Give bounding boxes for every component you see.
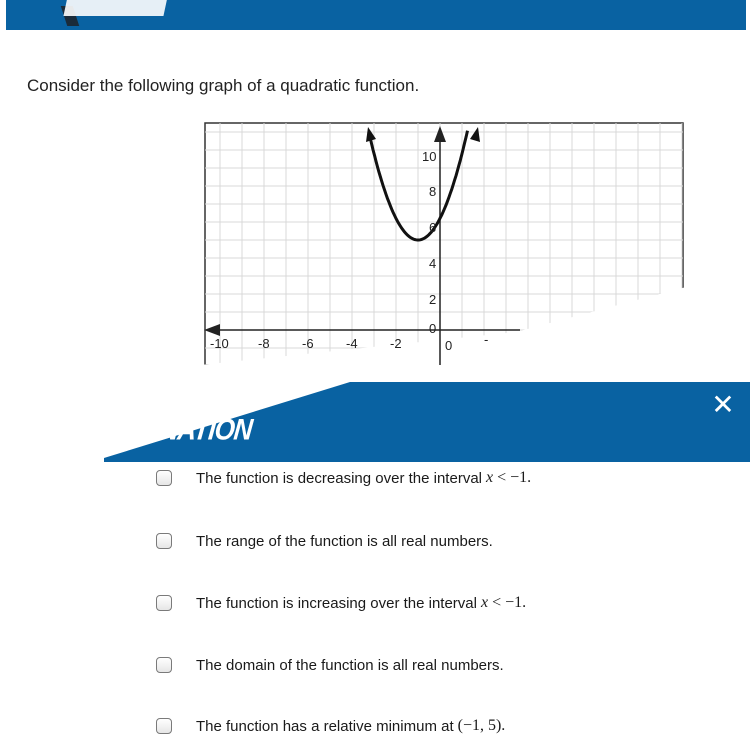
answer-option-range[interactable]: [156, 529, 493, 553]
brand-logo-text: NATION: [158, 411, 254, 447]
quadratic-graph: [200, 118, 690, 365]
close-button[interactable]: ✕: [711, 389, 735, 420]
top-header-bar: [6, 0, 746, 30]
option-label: The range of the function is all real numbers.: [196, 532, 493, 550]
x-tick-label: -: [484, 332, 489, 347]
option-label: The domain of the function is all real numbers.: [196, 656, 504, 674]
checkbox[interactable]: [156, 657, 172, 673]
option-math: (−1, 5).: [457, 717, 506, 734]
x-tick-label: -6: [302, 336, 314, 351]
x-tick-label: -4: [346, 336, 358, 351]
x-tick-label: 0: [445, 338, 453, 353]
y-tick-label: 2: [429, 292, 437, 307]
y-tick-label: 4: [429, 256, 437, 271]
answer-option-decreasing[interactable]: [156, 466, 531, 490]
overlay-banner: [0, 382, 750, 462]
checkbox[interactable]: [156, 533, 172, 549]
y-tick-label: 6: [429, 220, 437, 235]
option-label: The function is decreasing over the interval: [196, 469, 482, 487]
answer-option-minimum[interactable]: [156, 714, 505, 738]
y-tick-label: 0: [429, 321, 437, 336]
option-math: x < −1.: [480, 594, 527, 611]
header-logo[interactable]: [63, 0, 168, 16]
y-tick-label: 8: [429, 184, 437, 199]
x-tick-label: -2: [390, 336, 402, 351]
x-tick-label: -8: [258, 336, 270, 351]
x-tick-label: -10: [210, 336, 229, 351]
option-math: x < −1.: [486, 469, 532, 486]
answer-option-domain[interactable]: [156, 653, 504, 677]
checkbox[interactable]: [156, 718, 172, 734]
answer-option-increasing[interactable]: [156, 591, 526, 615]
question-prompt: Consider the following graph of a quadratic function.: [27, 76, 420, 95]
y-tick-label: 10: [422, 149, 437, 164]
checkbox[interactable]: [156, 470, 172, 486]
checkbox[interactable]: [156, 595, 172, 611]
option-label: The function has a relative minimum at: [196, 717, 454, 735]
option-label: The function is increasing over the interval: [196, 594, 477, 612]
graph-frame: [205, 123, 683, 365]
